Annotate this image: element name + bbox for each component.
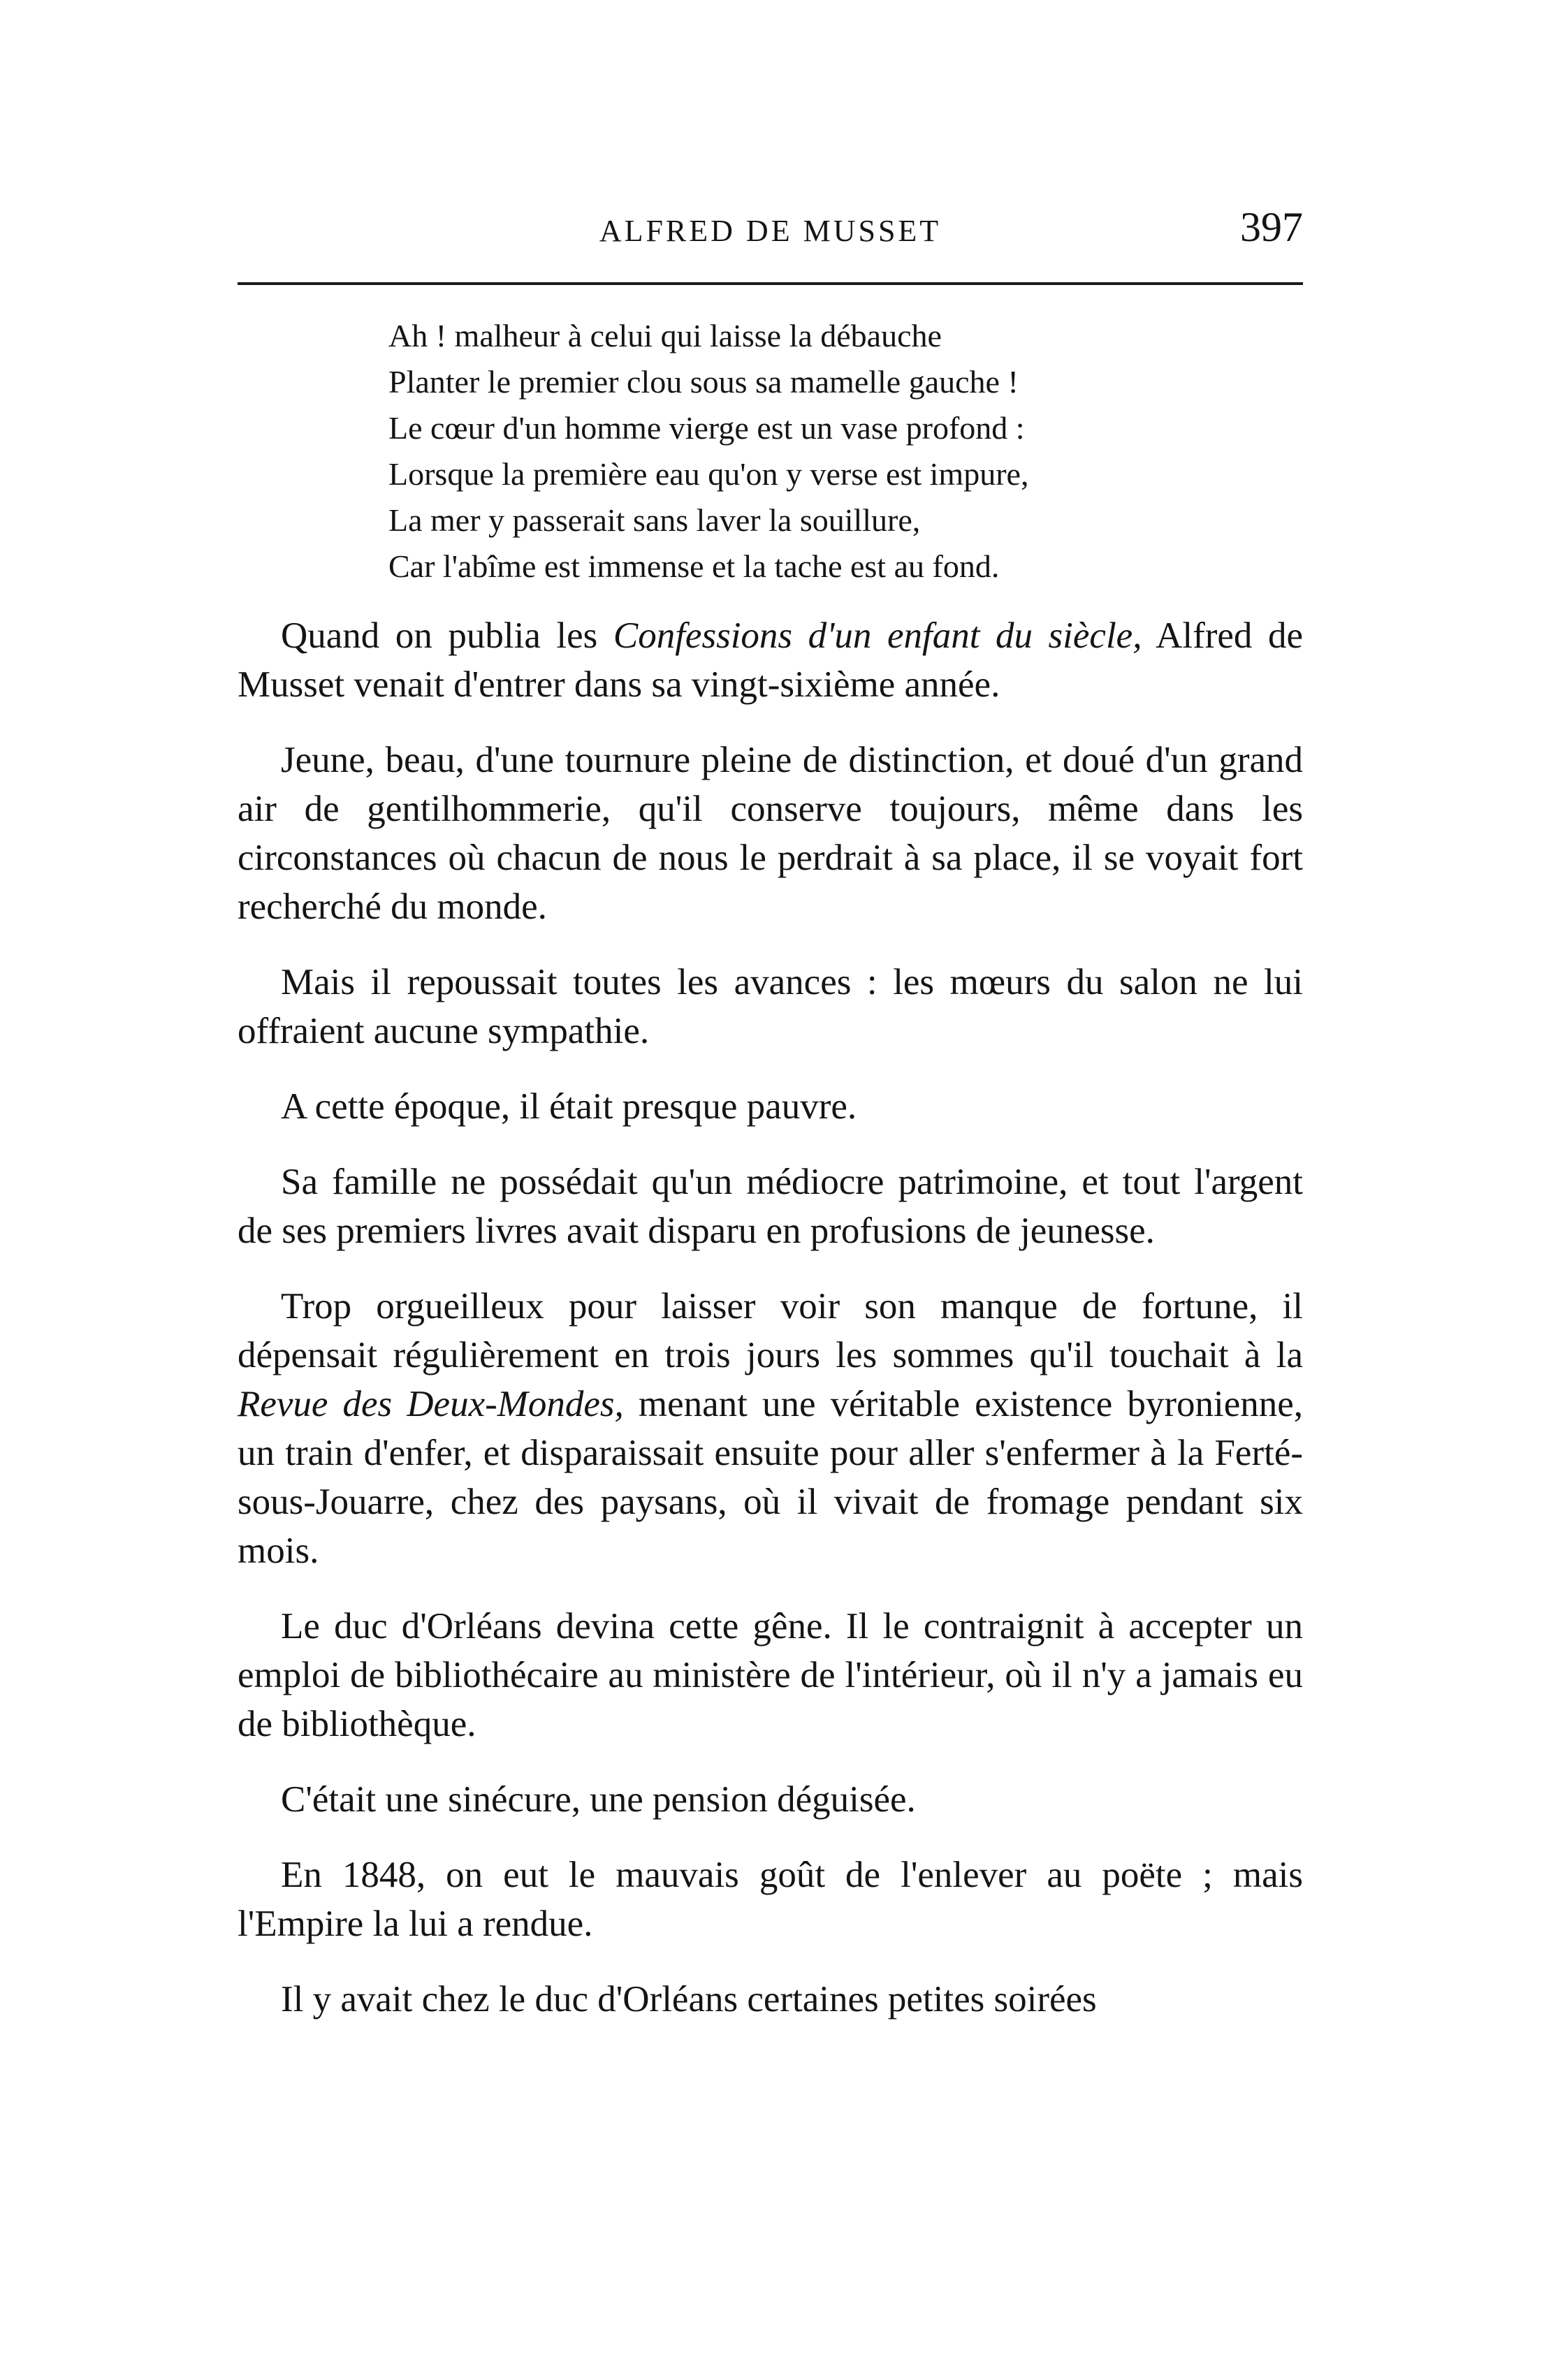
verse-line: Lorsque la première eau qu'on y verse est impure, bbox=[388, 456, 1029, 492]
paragraph: C'était une sinécure, une pension déguisée. bbox=[281, 1779, 916, 1820]
paragraph: Le duc d'Orléans devina cette gêne. Il le contraignit à accepter un emploi de bibliothécaire au ministère de l'intérieur, où il n'y a jamais eu de bibliothèque. bbox=[238, 1606, 1303, 1744]
header-rule bbox=[238, 282, 1303, 285]
running-head bbox=[238, 204, 1303, 256]
verse-line: La mer y passerait sans laver la souillure, bbox=[388, 502, 921, 538]
paragraph: A cette époque, il était presque pauvre. bbox=[281, 1086, 857, 1127]
verse-quotation bbox=[388, 313, 1304, 590]
paragraph-text: menant une véritable existence byronienne, un train d'enfer, et disparaissait ensuite pour aller s'enfermer à la Ferté-sous-Jouarre, chez des paysans, où il vivait de fromage pendant six mois. bbox=[238, 1384, 1303, 1571]
body-text bbox=[238, 611, 1303, 2050]
journal-title-italic: Revue des Deux-Mondes, bbox=[238, 1384, 624, 1424]
book-title-italic: Confessions d'un enfant du siècle, bbox=[613, 615, 1142, 656]
verse-line: Ah ! malheur à celui qui laisse la débauche bbox=[388, 318, 942, 353]
running-title: ALFRED DE MUSSET bbox=[599, 214, 942, 248]
verse-line: Car l'abîme est immense et la tache est au fond. bbox=[388, 548, 1000, 584]
paragraph-text: Quand on publia les bbox=[281, 615, 613, 656]
paragraph bbox=[238, 611, 1303, 709]
paragraph bbox=[238, 1282, 1303, 1575]
paragraph: Il y avait chez le duc d'Orléans certaines petites soirées bbox=[281, 1979, 1097, 2020]
paragraph: Mais il repoussait toutes les avances : les mœurs du salon ne lui offraient aucune sympathie. bbox=[238, 962, 1303, 1051]
paragraph-text: Trop orgueilleux pour laisser voir son manque de fortune, il dépensait régulièrement en trois jours les sommes qu'il touchait à la bbox=[238, 1286, 1303, 1375]
verse-line: Le cœur d'un homme vierge est un vase profond : bbox=[388, 410, 1025, 446]
page-number: 397 bbox=[1240, 204, 1303, 250]
paragraph: En 1848, on eut le mauvais goût de l'enlever au poëte ; mais l'Empire la lui a rendue. bbox=[238, 1855, 1303, 1944]
paragraph: Sa famille ne possédait qu'un médiocre patrimoine, et tout l'argent de ses premiers livres avait disparu en profusions de jeunesse. bbox=[238, 1162, 1303, 1251]
verse-line: Planter le premier clou sous sa mamelle gauche ! bbox=[388, 364, 1019, 400]
paragraph-text: Alfred de Musset venait d'entrer dans sa vingt-sixième année. bbox=[238, 615, 1303, 705]
paragraph: Jeune, beau, d'une tournure pleine de distinction, et doué d'un grand air de gentilhommerie, qu'il conserve toujours, même dans les circonstances où chacun de nous le perdrait à sa place, il se voyait fort recherché du monde. bbox=[238, 740, 1303, 927]
